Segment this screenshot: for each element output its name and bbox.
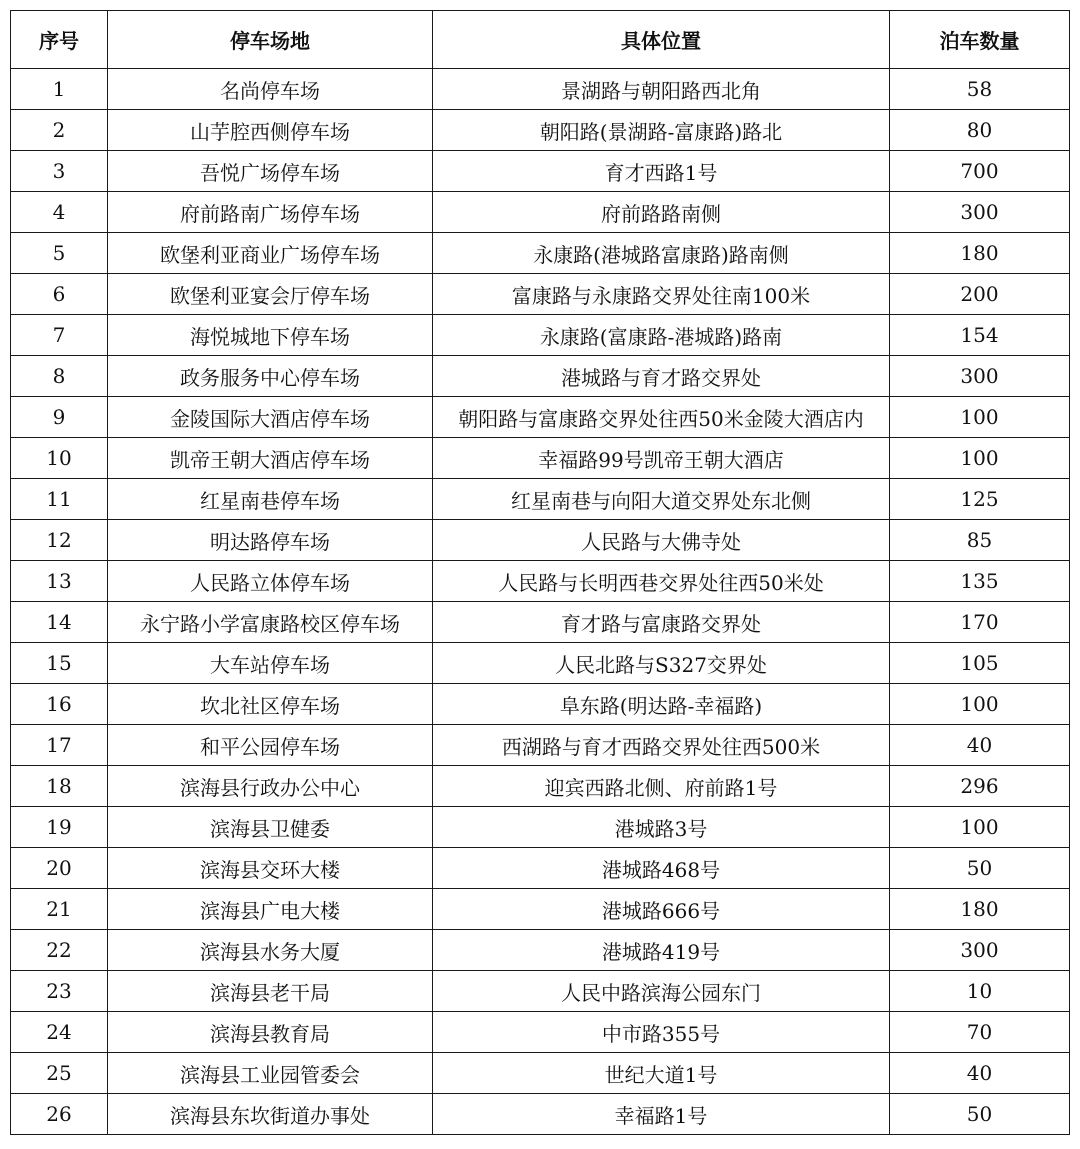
cell-index: 20	[11, 848, 108, 889]
cell-parking-lot: 人民路立体停车场	[108, 561, 433, 602]
cell-index: 3	[11, 151, 108, 192]
table-row	[11, 725, 1070, 766]
cell-location: 育才路与富康路交界处	[433, 602, 890, 643]
header-parking-lot: 停车场地	[108, 11, 433, 69]
cell-parking-lot: 滨海县水务大厦	[108, 930, 433, 971]
header-row	[11, 11, 1070, 69]
cell-parking-lot: 滨海县广电大楼	[108, 889, 433, 930]
parking-lot-table	[10, 10, 1070, 1135]
table-row	[11, 192, 1070, 233]
table-row	[11, 479, 1070, 520]
cell-parking-lot: 滨海县东坎街道办事处	[108, 1094, 433, 1135]
table-row	[11, 889, 1070, 930]
cell-index: 1	[11, 69, 108, 110]
cell-location: 港城路419号	[433, 930, 890, 971]
cell-location: 朝阳路与富康路交界处往西50米金陵大酒店内	[433, 397, 890, 438]
cell-space-count: 200	[890, 274, 1070, 315]
cell-parking-lot: 山芋腔西侧停车场	[108, 110, 433, 151]
cell-space-count: 100	[890, 397, 1070, 438]
cell-space-count: 58	[890, 69, 1070, 110]
cell-parking-lot: 红星南巷停车场	[108, 479, 433, 520]
cell-index: 22	[11, 930, 108, 971]
cell-location: 港城路468号	[433, 848, 890, 889]
table-row	[11, 684, 1070, 725]
cell-parking-lot: 凯帝王朝大酒店停车场	[108, 438, 433, 479]
cell-location: 人民北路与S327交界处	[433, 643, 890, 684]
cell-parking-lot: 滨海县老干局	[108, 971, 433, 1012]
table-header	[11, 11, 1070, 69]
cell-parking-lot: 和平公园停车场	[108, 725, 433, 766]
cell-index: 16	[11, 684, 108, 725]
cell-index: 7	[11, 315, 108, 356]
cell-parking-lot: 滨海县工业园管委会	[108, 1053, 433, 1094]
cell-parking-lot: 永宁路小学富康路校区停车场	[108, 602, 433, 643]
table-row	[11, 520, 1070, 561]
cell-space-count: 40	[890, 725, 1070, 766]
cell-index: 12	[11, 520, 108, 561]
cell-parking-lot: 大车站停车场	[108, 643, 433, 684]
cell-space-count: 700	[890, 151, 1070, 192]
cell-space-count: 300	[890, 930, 1070, 971]
table-row	[11, 438, 1070, 479]
cell-index: 19	[11, 807, 108, 848]
table-row	[11, 848, 1070, 889]
cell-index: 5	[11, 233, 108, 274]
cell-space-count: 40	[890, 1053, 1070, 1094]
table-row	[11, 807, 1070, 848]
cell-index: 18	[11, 766, 108, 807]
cell-space-count: 100	[890, 438, 1070, 479]
cell-location: 永康路(富康路-港城路)路南	[433, 315, 890, 356]
cell-index: 14	[11, 602, 108, 643]
table-body	[11, 69, 1070, 1135]
cell-location: 港城路666号	[433, 889, 890, 930]
cell-index: 9	[11, 397, 108, 438]
table-row	[11, 151, 1070, 192]
cell-space-count: 180	[890, 233, 1070, 274]
cell-space-count: 296	[890, 766, 1070, 807]
cell-index: 23	[11, 971, 108, 1012]
cell-space-count: 105	[890, 643, 1070, 684]
cell-space-count: 135	[890, 561, 1070, 602]
cell-index: 13	[11, 561, 108, 602]
table-row	[11, 356, 1070, 397]
table-row	[11, 233, 1070, 274]
table-row	[11, 971, 1070, 1012]
cell-parking-lot: 滨海县交环大楼	[108, 848, 433, 889]
cell-location: 人民中路滨海公园东门	[433, 971, 890, 1012]
cell-location: 迎宾西路北侧、府前路1号	[433, 766, 890, 807]
table-row	[11, 766, 1070, 807]
cell-parking-lot: 政务服务中心停车场	[108, 356, 433, 397]
cell-location: 西湖路与育才西路交界处往西500米	[433, 725, 890, 766]
cell-space-count: 10	[890, 971, 1070, 1012]
cell-location: 人民路与大佛寺处	[433, 520, 890, 561]
cell-index: 4	[11, 192, 108, 233]
cell-index: 8	[11, 356, 108, 397]
cell-location: 永康路(港城路富康路)路南侧	[433, 233, 890, 274]
cell-space-count: 180	[890, 889, 1070, 930]
cell-space-count: 154	[890, 315, 1070, 356]
cell-location: 幸福路99号凯帝王朝大酒店	[433, 438, 890, 479]
table-row	[11, 274, 1070, 315]
cell-space-count: 50	[890, 1094, 1070, 1135]
header-space-count: 泊车数量	[890, 11, 1070, 69]
cell-parking-lot: 金陵国际大酒店停车场	[108, 397, 433, 438]
cell-location: 富康路与永康路交界处往南100米	[433, 274, 890, 315]
cell-space-count: 125	[890, 479, 1070, 520]
cell-index: 15	[11, 643, 108, 684]
cell-index: 26	[11, 1094, 108, 1135]
cell-parking-lot: 府前路南广场停车场	[108, 192, 433, 233]
cell-parking-lot: 欧堡利亚商业广场停车场	[108, 233, 433, 274]
table-row	[11, 315, 1070, 356]
cell-index: 6	[11, 274, 108, 315]
header-location: 具体位置	[433, 11, 890, 69]
table-row	[11, 561, 1070, 602]
cell-parking-lot: 明达路停车场	[108, 520, 433, 561]
cell-location: 朝阳路(景湖路-富康路)路北	[433, 110, 890, 151]
cell-space-count: 80	[890, 110, 1070, 151]
table-row	[11, 1012, 1070, 1053]
cell-location: 人民路与长明西巷交界处往西50米处	[433, 561, 890, 602]
cell-parking-lot: 名尚停车场	[108, 69, 433, 110]
cell-location: 幸福路1号	[433, 1094, 890, 1135]
cell-location: 中市路355号	[433, 1012, 890, 1053]
cell-parking-lot: 海悦城地下停车场	[108, 315, 433, 356]
cell-location: 港城路3号	[433, 807, 890, 848]
table-row	[11, 643, 1070, 684]
cell-parking-lot: 吾悦广场停车场	[108, 151, 433, 192]
cell-parking-lot: 滨海县卫健委	[108, 807, 433, 848]
cell-index: 25	[11, 1053, 108, 1094]
header-index: 序号	[11, 11, 108, 69]
cell-space-count: 85	[890, 520, 1070, 561]
cell-space-count: 70	[890, 1012, 1070, 1053]
cell-location: 府前路路南侧	[433, 192, 890, 233]
cell-space-count: 100	[890, 807, 1070, 848]
table-row	[11, 397, 1070, 438]
cell-space-count: 50	[890, 848, 1070, 889]
cell-index: 2	[11, 110, 108, 151]
cell-location: 阜东路(明达路-幸福路)	[433, 684, 890, 725]
cell-location: 景湖路与朝阳路西北角	[433, 69, 890, 110]
table-row	[11, 1053, 1070, 1094]
cell-index: 24	[11, 1012, 108, 1053]
cell-space-count: 300	[890, 356, 1070, 397]
cell-parking-lot: 坎北社区停车场	[108, 684, 433, 725]
cell-index: 17	[11, 725, 108, 766]
cell-location: 世纪大道1号	[433, 1053, 890, 1094]
table-row	[11, 1094, 1070, 1135]
cell-space-count: 300	[890, 192, 1070, 233]
cell-index: 10	[11, 438, 108, 479]
cell-space-count: 170	[890, 602, 1070, 643]
cell-index: 11	[11, 479, 108, 520]
cell-location: 红星南巷与向阳大道交界处东北侧	[433, 479, 890, 520]
table-row	[11, 930, 1070, 971]
cell-location: 育才西路1号	[433, 151, 890, 192]
cell-parking-lot: 欧堡利亚宴会厅停车场	[108, 274, 433, 315]
cell-space-count: 100	[890, 684, 1070, 725]
cell-parking-lot: 滨海县行政办公中心	[108, 766, 433, 807]
cell-parking-lot: 滨海县教育局	[108, 1012, 433, 1053]
table-row	[11, 110, 1070, 151]
table-row	[11, 602, 1070, 643]
table-row	[11, 69, 1070, 110]
cell-index: 21	[11, 889, 108, 930]
cell-location: 港城路与育才路交界处	[433, 356, 890, 397]
